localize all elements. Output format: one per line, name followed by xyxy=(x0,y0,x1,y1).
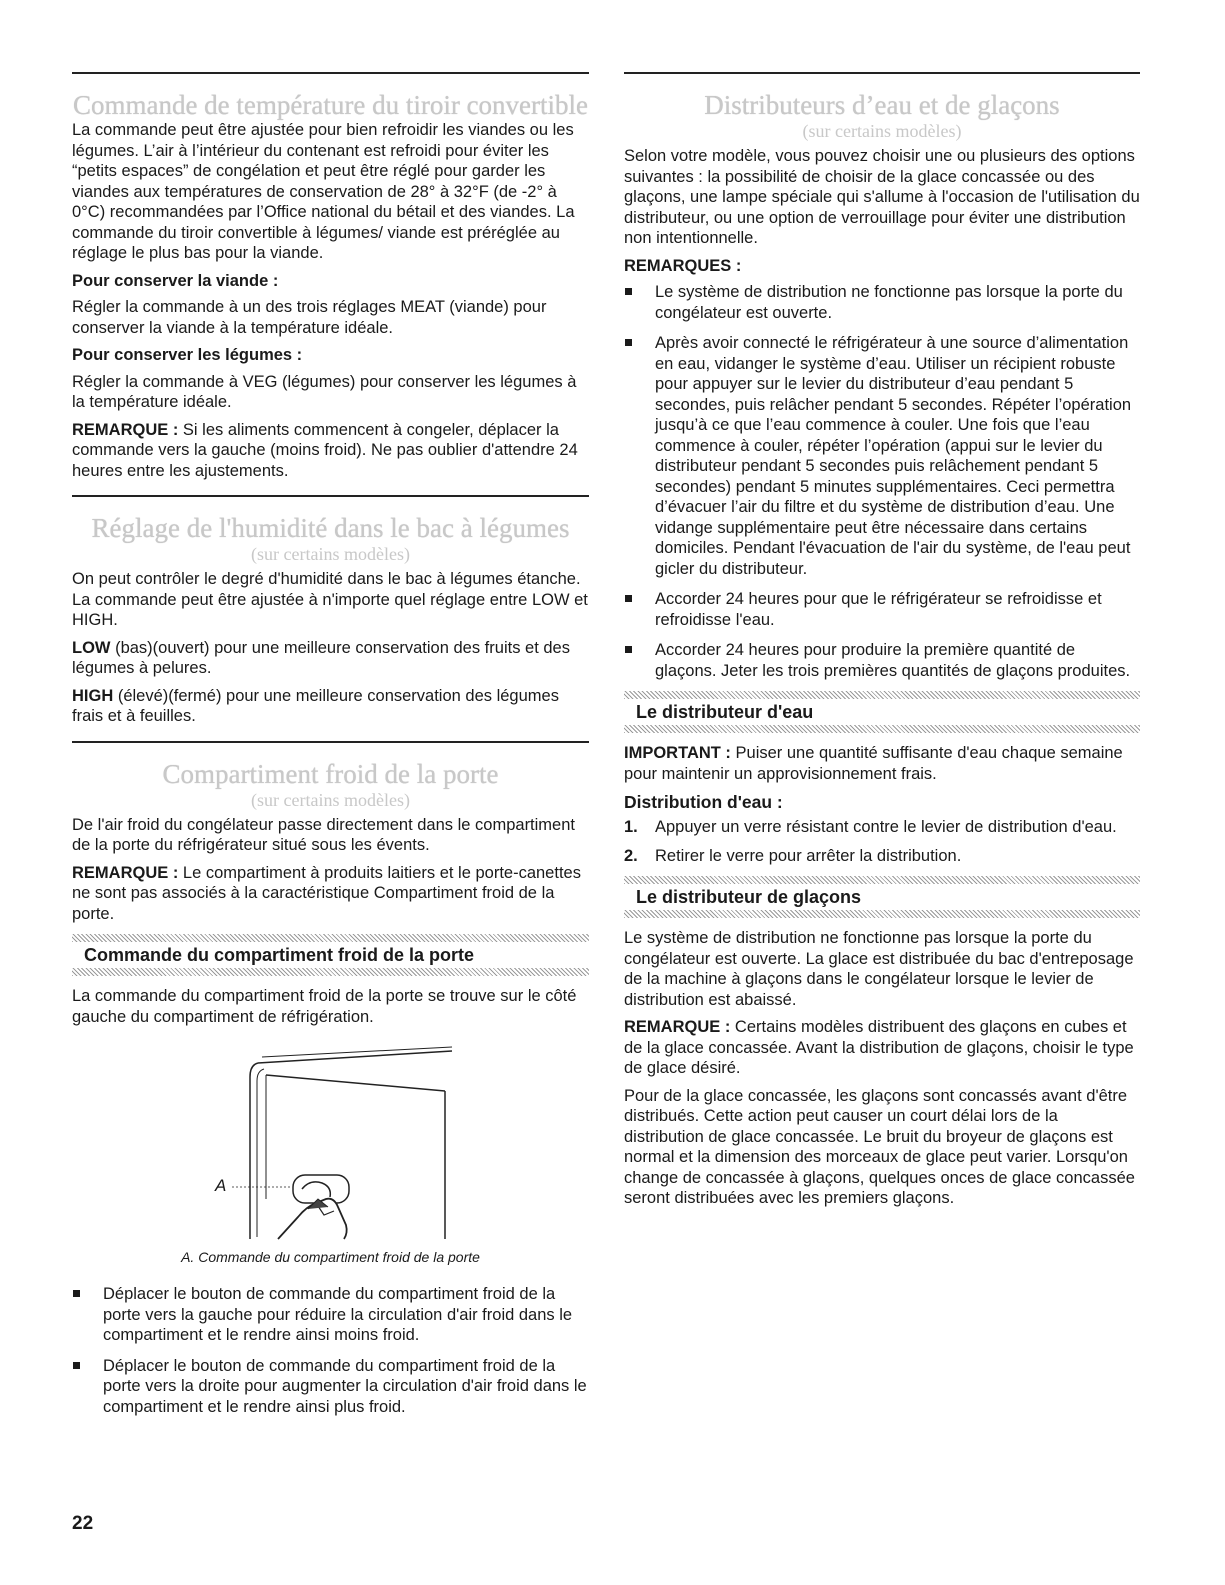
hatch-divider xyxy=(624,876,1140,884)
section-title-humidity: Réglage de l'humidité dans le bac à légumes xyxy=(91,513,570,543)
note-label: REMARQUE : xyxy=(72,863,179,882)
important-text: Puiser une quantité suffisante d'eau chaque semaine pour maintenir un approvisionnement frais. xyxy=(624,744,1123,783)
door-control-drawing xyxy=(72,1039,589,1244)
list-item-text: Accorder 24 heures pour produire la première quantité de glaçons. Jeter les trois premières quantités de glaçons produites. xyxy=(655,641,1131,680)
high-label: HIGH xyxy=(72,686,114,705)
list-item-text: Déplacer le bouton de commande du compartiment froid de la porte vers la gauche pour réduire la circulation d'air froid dans le compartiment et le rendre ainsi moins froid. xyxy=(103,1285,573,1344)
list-item-text: Après avoir connecté le réfrigérateur à une source d’alimentation en eau, vidanger le système d’eau. Utiliser un récipient robuste pour appuyer sur le levier du distributeur d’eau pendant 5 secondes, puis relâcher pendant 5 secondes. Répéter l’opération jusqu’à ce que l’eau commence à couler. Une fois que l’eau commence à couler, répéter l’opération (appui sur le levier du distributeur pendant 5 secondes puis relâchement pendant 5 secondes) pendant 5 minutes supplémentaires. Ceci permettra d’évacuer l’air du filtre et du système de distribution d’eau. Une vidange supplémentaire peut être nécessaire dans certains domiciles. Pendant l'évacuation de l'air du système, de l'eau peut gicler du distributeur. xyxy=(655,334,1132,578)
note-text: Si les aliments commencent à congeler, déplacer la commande vers la gauche (moins froid). Ne pas oublier d'attendre 24 heures entre les ajustements. xyxy=(72,420,578,480)
list-item-text: Retirer le verre pour arrêter la distribution. xyxy=(655,846,962,865)
section-subtitle: (sur certains modèles) xyxy=(251,789,410,810)
paragraph: On peut contrôler le degré d'humidité dans le bac à légumes étanche. La commande peut être ajustée à n'importe quel réglage entre LOW et HIGH. xyxy=(72,570,588,629)
list-item xyxy=(72,1356,589,1418)
note-text: Le compartiment à produits laitiers et le porte-canettes ne sont pas associés à la caractéristique Compartiment froid de la porte. xyxy=(72,863,581,923)
heading-water-distribution: Distribution d'eau : xyxy=(624,792,783,812)
door-control-illustration xyxy=(72,1039,589,1244)
subheading-block xyxy=(624,876,1140,918)
paragraph: Pour de la glace concassée, les glaçons sont concassés avant d'être distribués. Cette action peut causer un court délai lors de la distribution de glace concassée. Le bruit du broyeur de glaçons est normal et la dimension des morceaux de glace peut varier. Lorsqu'on change de concassée à glaçons, quelques onces de glace concassée seront distribuées avec les premiers glaçons. xyxy=(624,1086,1135,1207)
section-rule xyxy=(72,72,589,74)
hatch-divider xyxy=(72,934,589,942)
list-item-text: Déplacer le bouton de commande du compartiment froid de la porte vers la droite pour augmenter la circulation d'air froid dans le compartiment et le rendre ainsi plus froid. xyxy=(103,1356,587,1416)
paragraph: Selon votre modèle, vous pouvez choisir une ou plusieurs des options suivantes : la possibilité de choisir de la glace concassée ou des glaçons, une lampe spéciale qui s'allume à l'occasion de l'utilisation du distributeur, ou une option de verrouillage pour éviter une distribution non intentionnelle. xyxy=(624,147,1140,247)
water-steps xyxy=(624,817,1140,866)
note-label: REMARQUE : xyxy=(72,420,179,439)
section-title-convertible-drawer: Commande de température du tiroir convertible xyxy=(72,90,589,120)
section-subtitle: (sur certains modèles) xyxy=(802,121,962,141)
low-paragraph xyxy=(72,638,589,679)
bullet-square-icon xyxy=(625,288,632,295)
paragraph: Régler la commande à un des trois réglages MEAT (viande) pour conserver la viande à la température idéale. xyxy=(72,298,547,337)
section-title-dispensers: Distributeurs d’eau et de glaçons xyxy=(704,90,1060,120)
list-item xyxy=(624,846,1140,867)
hatch-divider xyxy=(624,691,1140,699)
paragraph: La commande du compartiment froid de la porte se trouve sur le côté gauche du compartiment de réfrigération. xyxy=(72,987,577,1026)
list-item xyxy=(624,333,1140,579)
paragraph: La commande peut être ajustée pour bien refroidir les viandes ou les légumes. L’air à l’intérieur du contenant est refroidi pour éviter les “petits espaces” de congélation et peut être réglé pour garder les viandes aux températures de conservation de 28° à 32°F (de -2° à 0°C) recommandées par l’Office national du bétail et des viandes. La commande du tiroir convertible à légumes/ viande est préréglée au réglage le plus bas pour la viande. xyxy=(72,121,575,262)
paragraph: Régler la commande à VEG (légumes) pour conserver les légumes à la température idéale. xyxy=(72,372,577,411)
heading-vegetables: Pour conserver les légumes : xyxy=(72,346,303,364)
important-paragraph xyxy=(624,743,1140,784)
list-item xyxy=(624,282,1140,323)
section-rule xyxy=(72,495,589,497)
low-text: (bas)(ouvert) pour une meilleure conservation des fruits et des légumes à pelures. xyxy=(72,638,570,677)
section-rule xyxy=(72,741,589,743)
list-item-text: Accorder 24 heures pour que le réfrigérateur se refroidisse et refroidisse l'eau. xyxy=(655,590,1102,629)
remarques-bullets xyxy=(624,282,1140,681)
bullet-square-icon xyxy=(73,1362,80,1369)
low-label: LOW xyxy=(72,638,111,657)
note-paragraph xyxy=(72,420,589,482)
bullet-square-icon xyxy=(73,1290,80,1297)
list-item xyxy=(624,640,1140,681)
note-text: Certains modèles distribuent des glaçons en cubes et de la glace concassée. Avant la distribution de glaçons, choisir le type de glace désiré. xyxy=(624,1018,1134,1077)
subheading-door-control: Commande du compartiment froid de la porte xyxy=(84,945,475,965)
list-item xyxy=(624,817,1140,838)
bullet-square-icon xyxy=(625,646,632,653)
subheading-ice-dispenser: Le distributeur de glaçons xyxy=(636,887,862,907)
heading-meat: Pour conserver la viande : xyxy=(72,271,279,290)
list-item xyxy=(72,1284,589,1346)
paragraph: Le système de distribution ne fonctionne pas lorsque la porte du congélateur est ouverte. La glace est distribuée du bac d'entreposage de la machine à glaçons dans le congélateur lorsque le levier de distribution est abaissé. xyxy=(624,929,1134,1009)
high-paragraph xyxy=(72,686,589,727)
section-subtitle: (sur certains modèles) xyxy=(251,544,410,564)
paragraph: De l'air froid du congélateur passe directement dans le compartiment de la porte du réfrigérateur situé sous les évents. xyxy=(72,815,575,854)
note-paragraph xyxy=(72,863,589,925)
figure-caption: A. Commande du compartiment froid de la porte xyxy=(181,1249,480,1265)
hatch-divider xyxy=(624,910,1140,918)
high-text: (élevé)(fermé) pour une meilleure conservation des légumes frais et à feuilles. xyxy=(72,686,559,725)
list-item-text: Le système de distribution ne fonctionne pas lorsque la porte du congélateur est ouverte. xyxy=(655,283,1123,322)
note-paragraph xyxy=(624,1017,1140,1079)
subheading-block xyxy=(624,691,1140,733)
page-number: 22 xyxy=(72,1513,94,1534)
hatch-divider xyxy=(624,725,1140,733)
subheading-water-dispenser: Le distributeur d'eau xyxy=(636,702,814,722)
list-item-text: Appuyer un verre résistant contre le levier de distribution d'eau. xyxy=(655,818,1117,836)
section-title-door-compartment: Compartiment froid de la porte xyxy=(162,758,499,789)
hatch-divider xyxy=(72,968,589,976)
list-item xyxy=(624,589,1140,630)
bullet-square-icon xyxy=(625,595,632,602)
step-number: 1. xyxy=(624,818,638,836)
step-number: 2. xyxy=(624,846,638,865)
note-label: REMARQUE : xyxy=(624,1018,731,1036)
important-label: IMPORTANT : xyxy=(624,744,731,762)
subheading-block xyxy=(72,934,589,976)
left-column xyxy=(72,72,589,1427)
figure-label-a: A xyxy=(215,1176,227,1195)
bullet-square-icon xyxy=(625,339,632,346)
heading-remarques: REMARQUES : xyxy=(624,256,742,275)
door-control-bullets xyxy=(72,1284,589,1417)
right-column xyxy=(624,72,1140,1216)
section-rule xyxy=(624,72,1140,74)
